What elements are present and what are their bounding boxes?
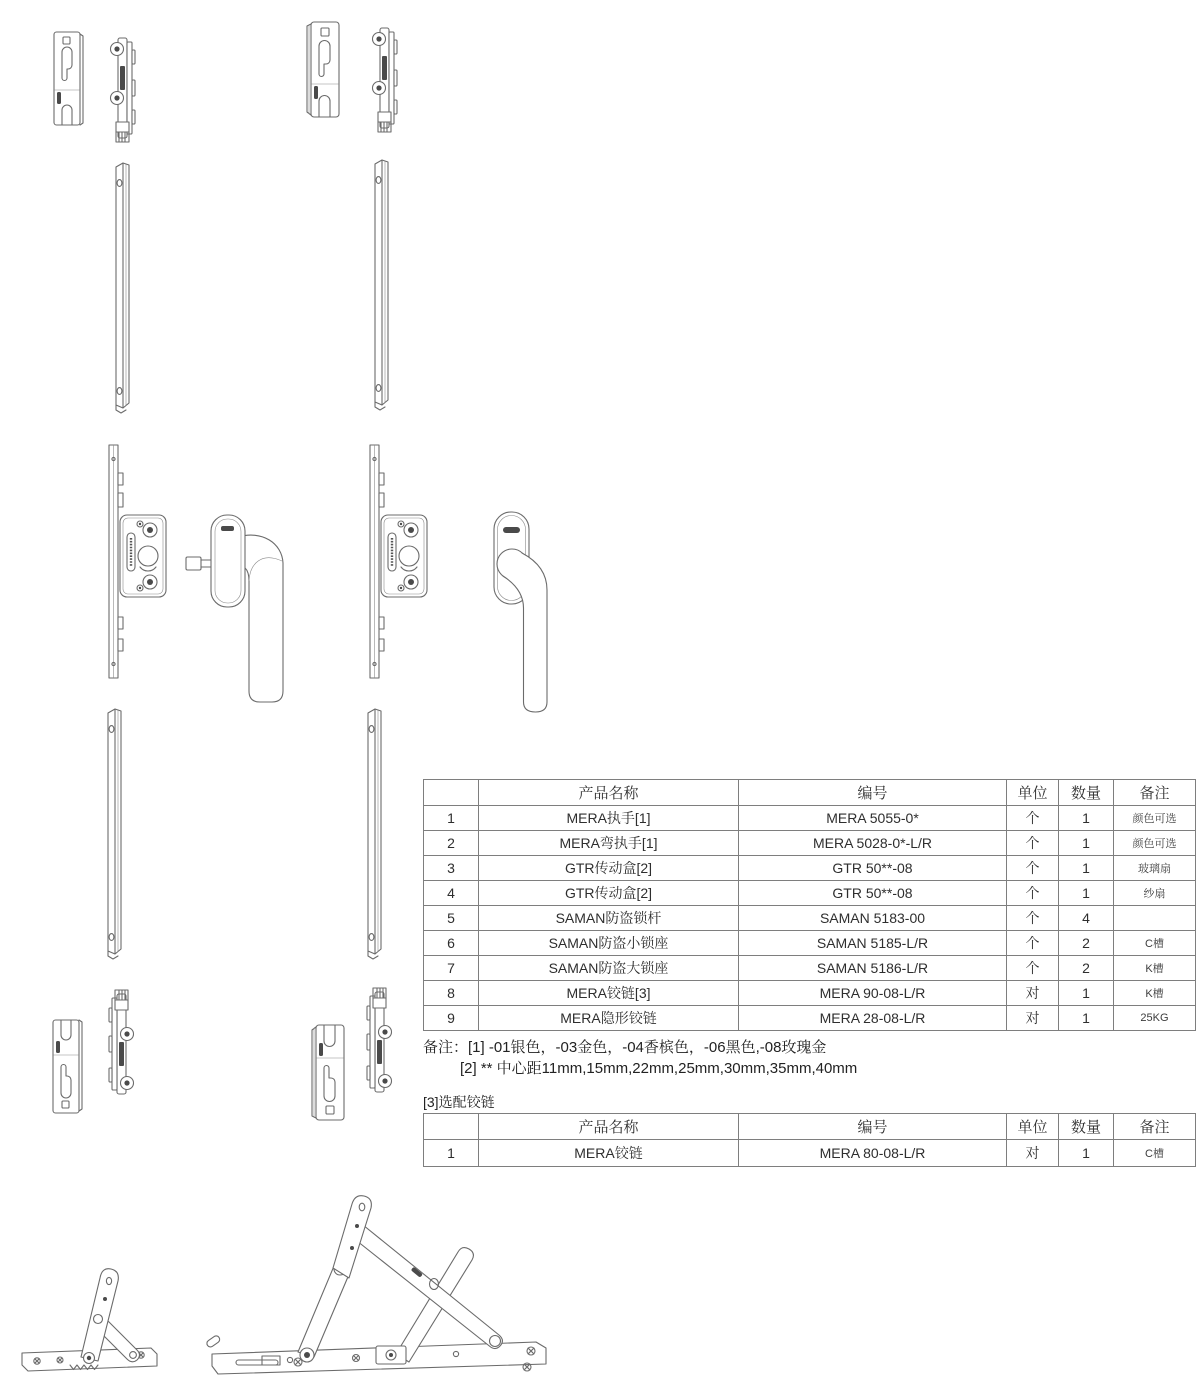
code-cell: MERA 28-08-L/R bbox=[739, 1006, 1007, 1031]
window-handle-side-drawing bbox=[186, 515, 283, 702]
col-header-index bbox=[424, 780, 479, 806]
large-lock-keeper-front-drawing bbox=[307, 22, 339, 117]
lock-rod-drawing bbox=[108, 709, 121, 959]
product-name-cell: GTR传动盒[2] bbox=[479, 856, 739, 881]
product-name-cell: MERA执手[1] bbox=[479, 806, 739, 831]
code-cell: GTR 50**-08 bbox=[739, 881, 1007, 906]
bom-table bbox=[423, 779, 1196, 1031]
qty-cell: 2 bbox=[1059, 931, 1114, 956]
large-lock-keeper-front-drawing bbox=[312, 1025, 344, 1120]
footnote-colors: 备注：[1] -01银色，-03金色，-04香槟色，-06黑色,-08玫瑰金 bbox=[423, 1039, 827, 1056]
table-row bbox=[424, 1140, 1196, 1167]
optional-hinge-label: [3]选配铰链 bbox=[423, 1094, 495, 1110]
unit-cell: 个 bbox=[1007, 906, 1059, 931]
product-name-cell: SAMAN防盗小锁座 bbox=[479, 931, 739, 956]
remark-cell: 25KG bbox=[1114, 1006, 1196, 1031]
small-lock-keeper-side-drawing bbox=[111, 38, 136, 142]
col-header-remark: 备注 bbox=[1114, 780, 1196, 806]
remark-cell: 玻璃扇 bbox=[1114, 856, 1196, 881]
optional-hinge-table bbox=[423, 1113, 1196, 1167]
product-name-cell: MERA铰链 bbox=[479, 1140, 739, 1167]
product-name-cell: MERA弯执手[1] bbox=[479, 831, 739, 856]
table-row bbox=[424, 806, 1196, 831]
col-header-qty: 数量 bbox=[1059, 1114, 1114, 1140]
unit-cell: 对 bbox=[1007, 1140, 1059, 1167]
col-header-unit: 单位 bbox=[1007, 1114, 1059, 1140]
product-name-cell: SAMAN防盗锁杆 bbox=[479, 906, 739, 931]
remark-cell: K槽 bbox=[1114, 956, 1196, 981]
col-header-name: 产品名称 bbox=[479, 780, 739, 806]
table-row bbox=[424, 931, 1196, 956]
product-name-cell: GTR传动盒[2] bbox=[479, 881, 739, 906]
unit-cell: 个 bbox=[1007, 881, 1059, 906]
col-header-name: 产品名称 bbox=[479, 1114, 739, 1140]
code-cell: GTR 50**-08 bbox=[739, 856, 1007, 881]
remark-cell: 颜色可选 bbox=[1114, 831, 1196, 856]
row-index: 1 bbox=[424, 1140, 479, 1167]
remark-cell: K槽 bbox=[1114, 981, 1196, 1006]
lock-rod-drawing bbox=[375, 160, 388, 410]
small-hinge-drawing bbox=[22, 1269, 157, 1371]
row-index: 2 bbox=[424, 831, 479, 856]
lock-rod-drawing bbox=[116, 163, 129, 413]
footnote-center-distance: [2] ** 中心距11mm,15mm,22mm,25mm,30mm,35mm,40mm bbox=[460, 1060, 858, 1077]
qty-cell: 1 bbox=[1059, 856, 1114, 881]
qty-cell: 2 bbox=[1059, 956, 1114, 981]
col-header-qty: 数量 bbox=[1059, 780, 1114, 806]
col-header-index bbox=[424, 1114, 479, 1140]
table-row bbox=[424, 956, 1196, 981]
table-row bbox=[424, 881, 1196, 906]
large-hinge-drawing bbox=[206, 1196, 546, 1374]
product-name-cell: SAMAN防盗大锁座 bbox=[479, 956, 739, 981]
remark-cell: 颜色可选 bbox=[1114, 806, 1196, 831]
unit-cell: 对 bbox=[1007, 1006, 1059, 1031]
row-index: 5 bbox=[424, 906, 479, 931]
row-index: 6 bbox=[424, 931, 479, 956]
table-row bbox=[424, 831, 1196, 856]
row-index: 4 bbox=[424, 881, 479, 906]
optional-header-row bbox=[424, 1114, 1196, 1140]
col-header-remark: 备注 bbox=[1114, 1114, 1196, 1140]
product-name-cell: MERA铰链[3] bbox=[479, 981, 739, 1006]
qty-cell: 1 bbox=[1059, 881, 1114, 906]
col-header-code: 编号 bbox=[739, 1114, 1007, 1140]
code-cell: MERA 5055-0* bbox=[739, 806, 1007, 831]
row-index: 7 bbox=[424, 956, 479, 981]
qty-cell: 1 bbox=[1059, 1140, 1114, 1167]
unit-cell: 个 bbox=[1007, 956, 1059, 981]
remark-cell: C槽 bbox=[1114, 931, 1196, 956]
remark-cell bbox=[1114, 906, 1196, 931]
lock-rod-drawing bbox=[368, 709, 381, 959]
col-header-unit: 单位 bbox=[1007, 780, 1059, 806]
qty-cell: 1 bbox=[1059, 981, 1114, 1006]
small-lock-keeper-front-drawing bbox=[53, 1020, 82, 1113]
code-cell: MERA 90-08-L/R bbox=[739, 981, 1007, 1006]
code-cell: MERA 80-08-L/R bbox=[739, 1140, 1007, 1167]
table-row bbox=[424, 981, 1196, 1006]
row-index: 3 bbox=[424, 856, 479, 881]
table-row bbox=[424, 1006, 1196, 1031]
window-handle-front-drawing bbox=[494, 512, 547, 712]
row-index: 1 bbox=[424, 806, 479, 831]
unit-cell: 对 bbox=[1007, 981, 1059, 1006]
gearbox-screen-sash-drawing bbox=[370, 445, 427, 678]
qty-cell: 1 bbox=[1059, 1006, 1114, 1031]
table-row bbox=[424, 856, 1196, 881]
remark-cell: 纱扇 bbox=[1114, 881, 1196, 906]
unit-cell: 个 bbox=[1007, 831, 1059, 856]
large-lock-keeper-side-drawing bbox=[367, 988, 392, 1092]
row-index: 9 bbox=[424, 1006, 479, 1031]
qty-cell: 1 bbox=[1059, 806, 1114, 831]
gearbox-glass-sash-drawing bbox=[109, 445, 166, 678]
qty-cell: 1 bbox=[1059, 831, 1114, 856]
small-lock-keeper-front-drawing bbox=[54, 32, 83, 125]
code-cell: SAMAN 5186-L/R bbox=[739, 956, 1007, 981]
unit-cell: 个 bbox=[1007, 806, 1059, 831]
large-lock-keeper-side-drawing bbox=[373, 28, 398, 132]
footnotes bbox=[423, 1037, 857, 1079]
code-cell: SAMAN 5185-L/R bbox=[739, 931, 1007, 956]
unit-cell: 个 bbox=[1007, 931, 1059, 956]
qty-cell: 4 bbox=[1059, 906, 1114, 931]
code-cell: SAMAN 5183-00 bbox=[739, 906, 1007, 931]
remark-cell: C槽 bbox=[1114, 1140, 1196, 1167]
table-row bbox=[424, 906, 1196, 931]
product-name-cell: MERA隐形铰链 bbox=[479, 1006, 739, 1031]
col-header-code: 编号 bbox=[739, 780, 1007, 806]
bom-header-row bbox=[424, 780, 1196, 806]
unit-cell: 个 bbox=[1007, 856, 1059, 881]
row-index: 8 bbox=[424, 981, 479, 1006]
code-cell: MERA 5028-0*-L/R bbox=[739, 831, 1007, 856]
small-lock-keeper-side-drawing bbox=[109, 990, 134, 1094]
